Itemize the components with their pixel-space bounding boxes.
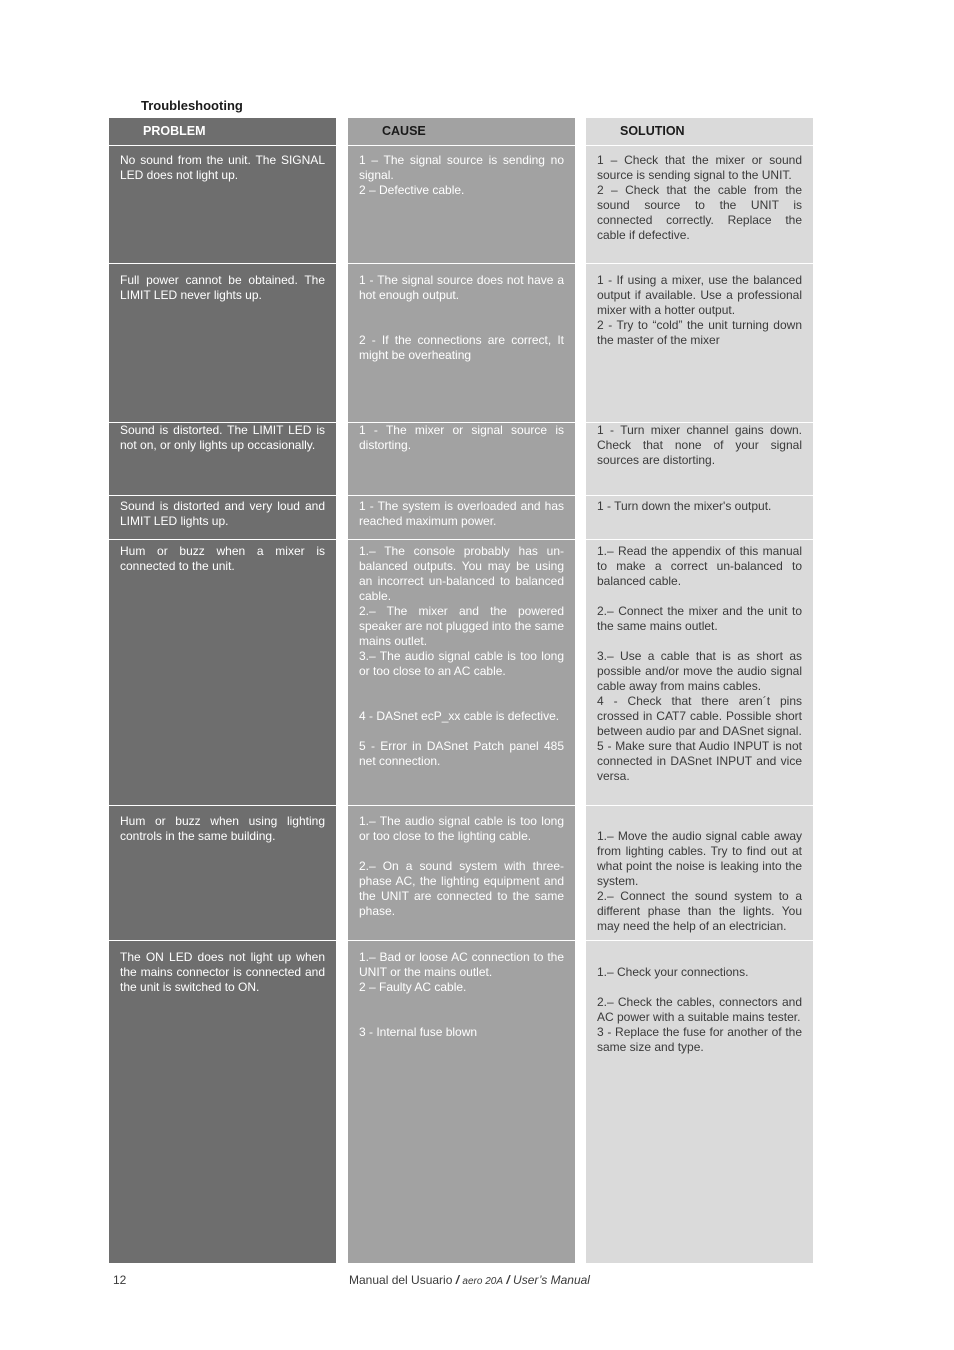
row-separator — [586, 263, 813, 264]
page-number: 12 — [113, 1273, 127, 1287]
problem-cell: Full power cannot be obtained. The LIMIT LED never lights up. — [120, 273, 325, 302]
footer-manual-es: Manual del Usuario — [349, 1273, 453, 1287]
cause-cell: 1 - The mixer or signal source is distorting. — [359, 423, 564, 452]
row-separator — [348, 145, 575, 146]
row-separator — [348, 805, 575, 806]
problem-header: PROBLEM — [143, 124, 206, 138]
row-separator — [348, 940, 575, 941]
row-separator — [109, 495, 336, 496]
footer-manual-title — [349, 1273, 590, 1287]
solution-cell: 1 - Turn mixer channel gains down. Check that none of your signal sources are distorting. — [597, 423, 802, 467]
problem-cell: Sound is distorted. The LIMIT LED is not on, or only lights up occasionally. — [120, 423, 325, 452]
problem-cell: Sound is distorted and very loud and LIMIT LED lights up. — [120, 499, 325, 528]
problem-cell: No sound from the unit. The SIGNAL LED does not light up. — [120, 153, 325, 182]
row-separator — [586, 145, 813, 146]
row-separator — [586, 805, 813, 806]
cause-cell: 1.– The console probably has un-balanced outputs. You may be using an incorrect un-balanced to balanced cable. 2.– The mixer and the powered speaker are not plugged into the same mains outlet. 3.– The audio signal cable is too long or too close to an AC cable. 4 - DASnet ecP_xx cable is defective. 5 - Error in DASnet Patch panel 485 net connection. — [359, 544, 564, 768]
footer-manual-en: User’s Manual — [513, 1273, 590, 1287]
solution-header: SOLUTION — [620, 124, 685, 138]
solution-cell: 1 - If using a mixer, use the balanced output if available. Use a professional mixer with a hotter output. 2 - Try to “cold” the unit turning down the master of the mixer — [597, 273, 802, 347]
solution-cell: 1 - Turn down the mixer's output. — [597, 499, 772, 513]
section-title: Troubleshooting — [141, 98, 243, 113]
problem-cell: The ON LED does not light up when the mains connector is connected and the unit is switched to ON. — [120, 950, 325, 994]
solution-column — [586, 118, 813, 1263]
row-separator — [348, 539, 575, 540]
cause-cell: 1 - The signal source does not have a hot enough output. 2 - If the connections are correct, It might be overheating — [359, 273, 564, 362]
cause-column — [348, 118, 575, 1263]
cause-cell: 1.– Bad or loose AC connection to the UNIT or the mains outlet. 2 – Faulty AC cable. 3 - Internal fuse blown — [359, 950, 564, 1039]
footer-slash: / — [455, 1273, 460, 1287]
row-separator — [348, 495, 575, 496]
cause-cell: 1.– The audio signal cable is too long or too close to the lighting cable. 2.– On a sound system with three-phase AC, the lighting equipment and the UNIT are connected to the same phase. — [359, 814, 564, 918]
row-separator — [586, 940, 813, 941]
problem-cell: Hum or buzz when a mixer is connected to the unit. — [120, 544, 325, 573]
row-separator — [348, 263, 575, 264]
solution-cell: 1.– Check your connections. 2.– Check the cables, connectors and AC power with a suitable mains tester. 3 - Replace the fuse for another of the same size and type. — [597, 965, 802, 1054]
cause-cell: 1 - The system is overloaded and has reached maximum power. — [359, 499, 564, 528]
footer-slash: / — [506, 1273, 510, 1287]
cause-cell: 1 – The signal source is sending no signal. 2 – Defective cable. — [359, 153, 564, 197]
row-separator — [586, 539, 813, 540]
problem-column — [109, 118, 336, 1263]
row-separator — [586, 495, 813, 496]
cause-header: CAUSE — [382, 124, 426, 138]
footer-model: aero 20A — [462, 1276, 504, 1287]
row-separator — [109, 539, 336, 540]
solution-cell: 1.– Move the audio signal cable away from lighting cables. Try to find out at what point the noise is leaking into the system. 2.– Connect the sound system to a different phase than the lights. You may need the help of an electrician. — [597, 829, 802, 933]
row-separator — [109, 940, 336, 941]
solution-cell: 1.– Read the appendix of this manual to make a correct un-balanced to balanced cable. 2.– Connect the mixer and the unit to the same mains outlet. 3.– Use a cable that is as short as possible and/or move the audio signal cable away from mains cables. 4 - Check that there aren´t pins crossed in CAT7 cable. Possible short between audio par and DASnet signal. 5 - Make sure that Audio INPUT is not connected in DASnet INPUT and vice versa. — [597, 544, 802, 783]
row-separator — [109, 805, 336, 806]
row-separator — [109, 263, 336, 264]
solution-cell: 1 – Check that the mixer or sound source is sending signal to the UNIT. 2 – Check that the cable from the sound source to the UNIT is connected correctly. Replace the cable if defective. — [597, 153, 802, 242]
problem-cell: Hum or buzz when using lighting controls in the same building. — [120, 814, 325, 843]
row-separator — [109, 145, 336, 146]
